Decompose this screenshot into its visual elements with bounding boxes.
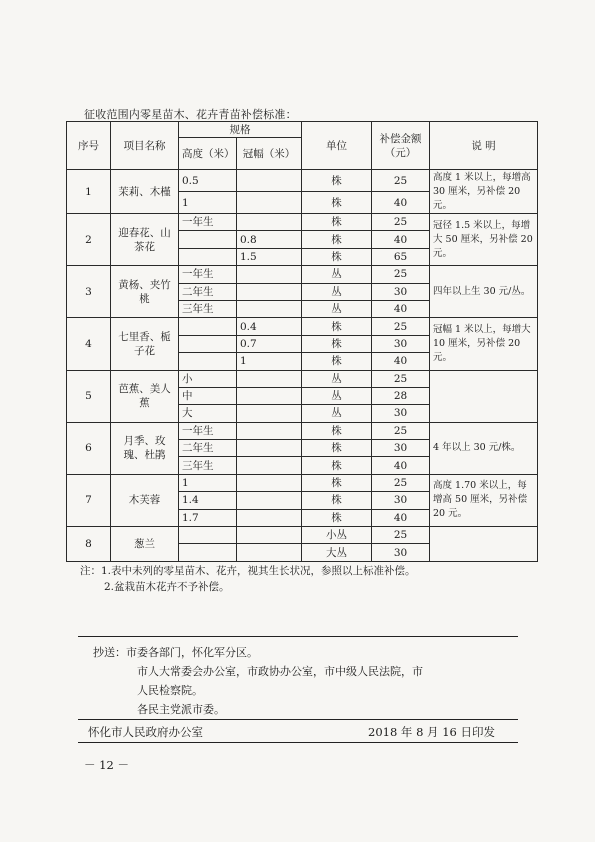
crown-cell <box>237 422 302 439</box>
height-cell <box>179 248 237 265</box>
crown-cell <box>237 474 302 491</box>
note-2: 2.盆栽苗木花卉不予补偿。 <box>104 581 230 593</box>
unit-cell: 小丛 <box>302 527 372 544</box>
header-height: 高度（米） <box>179 138 237 170</box>
desc-cell: 高度 1.70 米以上，每增高 50 厘米，另补偿 20 元。 <box>430 474 538 526</box>
unit-cell: 丛 <box>302 370 372 387</box>
amount-cell: 40 <box>372 509 430 526</box>
item-name-cell: 七里香、栀子花 <box>111 318 179 370</box>
desc-cell: 4 年以上 30 元/株。 <box>430 422 538 474</box>
header-name: 项目名称 <box>111 122 179 170</box>
crown-cell <box>237 266 302 283</box>
height-cell: 一年生 <box>179 214 237 231</box>
unit-cell: 株 <box>302 353 372 370</box>
table-row <box>67 214 538 231</box>
divider-bottom <box>78 742 518 743</box>
crown-cell <box>237 405 302 422</box>
item-name-cell: 茉莉、木槿 <box>111 170 179 214</box>
height-cell: 一年生 <box>179 422 237 439</box>
table-row <box>67 527 538 544</box>
seq-cell: 5 <box>67 370 111 422</box>
unit-cell: 丛 <box>302 405 372 422</box>
amount-cell: 30 <box>372 405 430 422</box>
seq-cell: 8 <box>67 527 111 562</box>
amount-cell: 30 <box>372 335 430 352</box>
item-name-cell: 木芙蓉 <box>111 474 179 526</box>
crown-cell <box>237 527 302 544</box>
page-number: － 12 － <box>84 758 129 772</box>
amount-cell: 28 <box>372 387 430 404</box>
amount-cell: 30 <box>372 283 430 300</box>
crown-cell <box>237 170 302 192</box>
amount-cell: 30 <box>372 440 430 457</box>
unit-cell: 株 <box>302 318 372 335</box>
table-row <box>67 266 538 283</box>
crown-cell <box>237 300 302 317</box>
unit-cell: 株 <box>302 214 372 231</box>
desc-cell: 四年以上生 30 元/丛。 <box>430 266 538 318</box>
unit-cell: 株 <box>302 440 372 457</box>
crown-cell <box>237 283 302 300</box>
table-row <box>67 318 538 335</box>
amount-cell: 25 <box>372 370 430 387</box>
unit-cell: 株 <box>302 422 372 439</box>
height-cell: 中 <box>179 387 237 404</box>
crown-cell <box>237 370 302 387</box>
amount-cell: 25 <box>372 214 430 231</box>
height-cell: 二年生 <box>179 283 237 300</box>
crown-cell: 0.8 <box>237 231 302 248</box>
unit-cell: 株 <box>302 231 372 248</box>
crown-cell: 0.7 <box>237 335 302 352</box>
crown-cell <box>237 509 302 526</box>
height-cell: 0.5 <box>179 170 237 192</box>
height-cell: 1.7 <box>179 509 237 526</box>
amount-cell: 25 <box>372 422 430 439</box>
height-cell: 1 <box>179 192 237 214</box>
height-cell <box>179 231 237 248</box>
seq-cell: 1 <box>67 170 111 214</box>
height-cell: 1.4 <box>179 492 237 509</box>
unit-cell: 株 <box>302 192 372 214</box>
cc-list <box>93 643 513 719</box>
cc-line-4: 各民主党派市委。 <box>137 703 225 716</box>
crown-cell <box>237 214 302 231</box>
crown-cell <box>237 544 302 562</box>
amount-cell: 40 <box>372 192 430 214</box>
height-cell: 一年生 <box>179 266 237 283</box>
unit-cell: 株 <box>302 474 372 491</box>
seq-cell: 4 <box>67 318 111 370</box>
header-desc: 说 明 <box>430 122 538 170</box>
unit-cell: 株 <box>302 509 372 526</box>
table-row <box>67 370 538 387</box>
crown-cell <box>237 387 302 404</box>
table-row <box>67 170 538 192</box>
amount-cell: 30 <box>372 492 430 509</box>
unit-cell: 株 <box>302 170 372 192</box>
height-cell: 三年生 <box>179 300 237 317</box>
header-amount: 补偿金额（元） <box>372 122 430 170</box>
table-row <box>67 474 538 491</box>
amount-cell: 30 <box>372 544 430 562</box>
cc-line-3: 人民检察院。 <box>137 684 203 697</box>
item-name-cell: 葱兰 <box>111 527 179 562</box>
crown-cell <box>237 492 302 509</box>
header-seq: 序号 <box>67 122 111 170</box>
crown-cell <box>237 457 302 474</box>
height-cell <box>179 353 237 370</box>
crown-cell <box>237 192 302 214</box>
issue-date: 2018 年 8 月 16 日印发 <box>368 725 495 739</box>
amount-cell: 25 <box>372 527 430 544</box>
item-name-cell: 芭蕉、美人蕉 <box>111 370 179 422</box>
item-name-cell: 黄杨、夹竹桃 <box>111 266 179 318</box>
height-cell <box>179 335 237 352</box>
height-cell: 小 <box>179 370 237 387</box>
unit-cell: 丛 <box>302 300 372 317</box>
amount-cell: 40 <box>372 353 430 370</box>
table-intro: 征收范围内零星苗木、花卉青苗补偿标准： <box>84 108 297 121</box>
cc-line-1: 抄送：市委各部门，怀化军分区。 <box>93 646 258 659</box>
table-row <box>67 422 538 439</box>
desc-cell: 冠幅 1 米以上，每增大10 厘米，另补偿 20 元。 <box>430 318 538 370</box>
divider-mid <box>78 719 518 720</box>
crown-cell: 0.4 <box>237 318 302 335</box>
unit-cell: 株 <box>302 248 372 265</box>
header-spec: 规格 <box>179 122 302 138</box>
header-unit: 单位 <box>302 122 372 170</box>
issuer: 怀化市人民政府办公室 <box>88 725 203 739</box>
desc-cell <box>430 527 538 562</box>
seq-cell: 2 <box>67 214 111 266</box>
table-notes <box>80 563 416 595</box>
unit-cell: 株 <box>302 335 372 352</box>
divider-top <box>78 636 518 637</box>
unit-cell: 丛 <box>302 283 372 300</box>
amount-cell: 25 <box>372 474 430 491</box>
desc-cell <box>430 370 538 422</box>
seq-cell: 7 <box>67 474 111 526</box>
header-crown: 冠幅（米） <box>237 138 302 170</box>
crown-cell: 1 <box>237 353 302 370</box>
height-cell <box>179 318 237 335</box>
note-1: 注：1.表中未列的零星苗木、花卉，视其生长状况，参照以上标准补偿。 <box>80 565 416 577</box>
desc-cell: 冠径 1.5 米以上，每增大 50 厘米，另补偿 20 元。 <box>430 214 538 266</box>
unit-cell: 丛 <box>302 266 372 283</box>
desc-cell: 高度 1 米以上，每增高30 厘米，另补偿 20 元。 <box>430 170 538 214</box>
seq-cell: 6 <box>67 422 111 474</box>
cc-line-2: 市人大常委会办公室，市政协办公室，市中级人民法院，市 <box>137 665 423 678</box>
crown-cell: 1.5 <box>237 248 302 265</box>
amount-cell: 40 <box>372 457 430 474</box>
amount-cell: 65 <box>372 248 430 265</box>
item-name-cell: 月季、玫瑰、杜鹃 <box>111 422 179 474</box>
amount-cell: 25 <box>372 266 430 283</box>
unit-cell: 大丛 <box>302 544 372 562</box>
height-cell: 三年生 <box>179 457 237 474</box>
unit-cell: 株 <box>302 457 372 474</box>
seq-cell: 3 <box>67 266 111 318</box>
amount-cell: 40 <box>372 300 430 317</box>
height-cell <box>179 527 237 544</box>
amount-cell: 25 <box>372 170 430 192</box>
crown-cell <box>237 440 302 457</box>
unit-cell: 株 <box>302 492 372 509</box>
height-cell: 1 <box>179 474 237 491</box>
compensation-table <box>66 121 538 562</box>
amount-cell: 25 <box>372 318 430 335</box>
height-cell <box>179 544 237 562</box>
item-name-cell: 迎春花、山茶花 <box>111 214 179 266</box>
unit-cell: 丛 <box>302 387 372 404</box>
amount-cell: 40 <box>372 231 430 248</box>
height-cell: 二年生 <box>179 440 237 457</box>
height-cell: 大 <box>179 405 237 422</box>
